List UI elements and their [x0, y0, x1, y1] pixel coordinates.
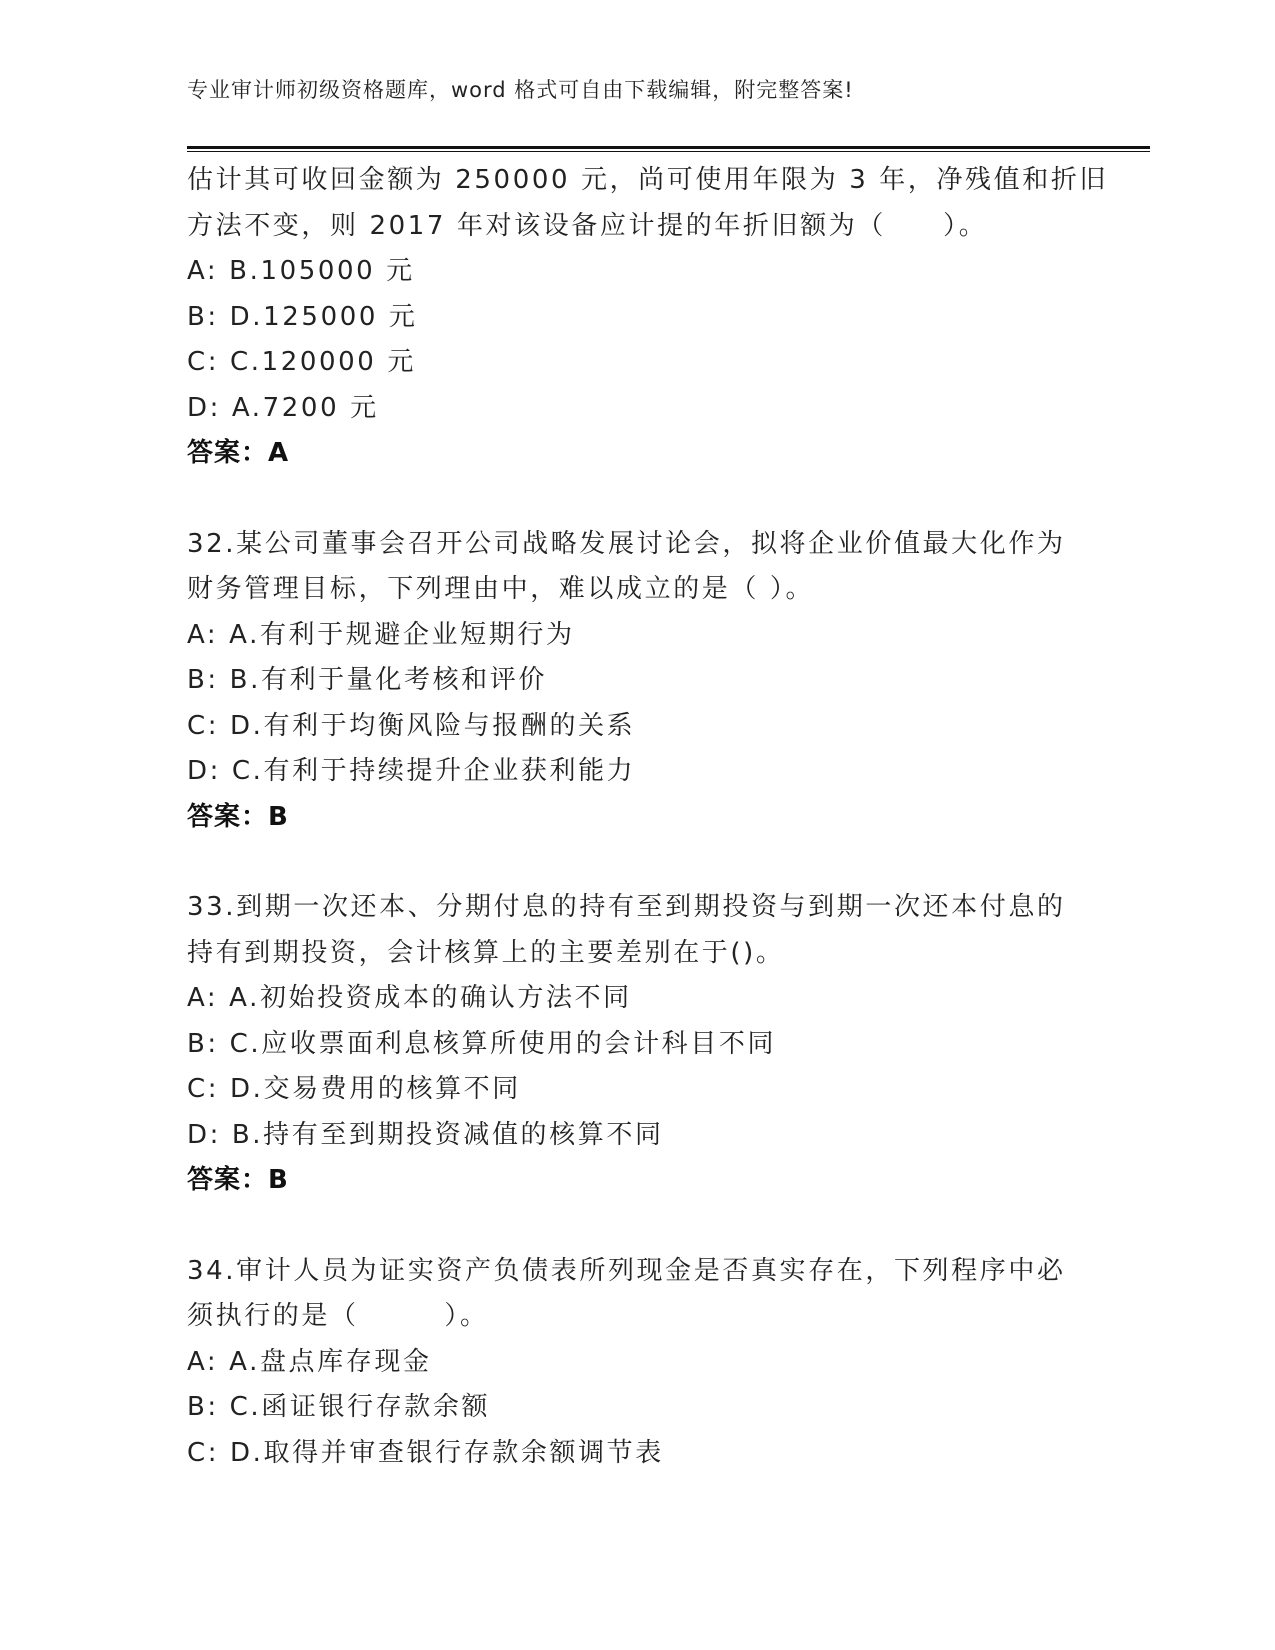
answer-line: 答案：B [187, 801, 289, 832]
option-d: D: C.有利于持续提升企业获利能力 [187, 756, 636, 786]
page-header: 专业审计师初级资格题库，word 格式可自由下载编辑，附完整答案! [187, 78, 854, 102]
question-stem-line: 32.某公司董事会召开公司战略发展讨论会，拟将企业价值最大化作为 [187, 528, 1066, 559]
question-block [187, 1249, 1087, 1477]
option-a: A: B.105000 元 [187, 256, 415, 286]
question-spacer [187, 1204, 1087, 1249]
question-list [187, 158, 1109, 1476]
option-c: C: D.交易费用的核算不同 [187, 1074, 521, 1104]
question-stem-line: 估计其可收回金额为 250000 元，尚可使用年限为 3 年，净残值和折旧 [187, 165, 1109, 195]
question-block [187, 158, 1109, 477]
header-rule-thin [187, 151, 1150, 152]
option-d: D: B.持有至到期投资减值的核算不同 [187, 1119, 664, 1150]
option-c: C: C.120000 元 [187, 347, 416, 377]
question-spacer [187, 477, 1087, 522]
answer-line: 答案：B [187, 1165, 289, 1195]
option-a: A: A.盘点库存现金 [187, 1346, 432, 1377]
question-stem-line: 方法不变，则 2017 年对该设备应计提的年折旧额为（ ）。 [187, 210, 988, 241]
question-block [187, 522, 1087, 841]
option-c: C: D.取得并审查银行存款余额调节表 [187, 1437, 664, 1468]
question-stem-line: 须执行的是（ ）。 [187, 1301, 489, 1331]
question-stem-line: 34.审计人员为证实资产负债表所列现金是否真实存在，下列程序中必 [187, 1255, 1066, 1286]
option-b: B: C.函证银行存款余额 [187, 1392, 491, 1422]
question-stem-line: 33.到期一次还本、分期付息的持有至到期投资与到期一次还本付息的 [187, 892, 1066, 922]
option-a: A: A.有利于规避企业短期行为 [187, 619, 575, 650]
option-b: B: B.有利于量化考核和评价 [187, 665, 547, 695]
answer-line: 答案：A [187, 438, 290, 468]
option-b: B: C.应收票面利息核算所使用的会计科目不同 [187, 1028, 777, 1059]
option-a: A: A.初始投资成本的确认方法不同 [187, 983, 632, 1013]
option-d: D: A.7200 元 [187, 392, 379, 423]
question-block [187, 885, 1087, 1204]
question-spacer [187, 840, 1087, 885]
option-c: C: D.有利于均衡风险与报酬的关系 [187, 710, 636, 741]
option-b: B: D.125000 元 [187, 301, 418, 332]
question-stem-line: 财务管理目标，下列理由中，难以成立的是（ ）。 [187, 574, 815, 604]
question-stem-line: 持有到期投资，会计核算上的主要差别在于()。 [187, 937, 785, 968]
header-rule-thick [187, 146, 1150, 149]
